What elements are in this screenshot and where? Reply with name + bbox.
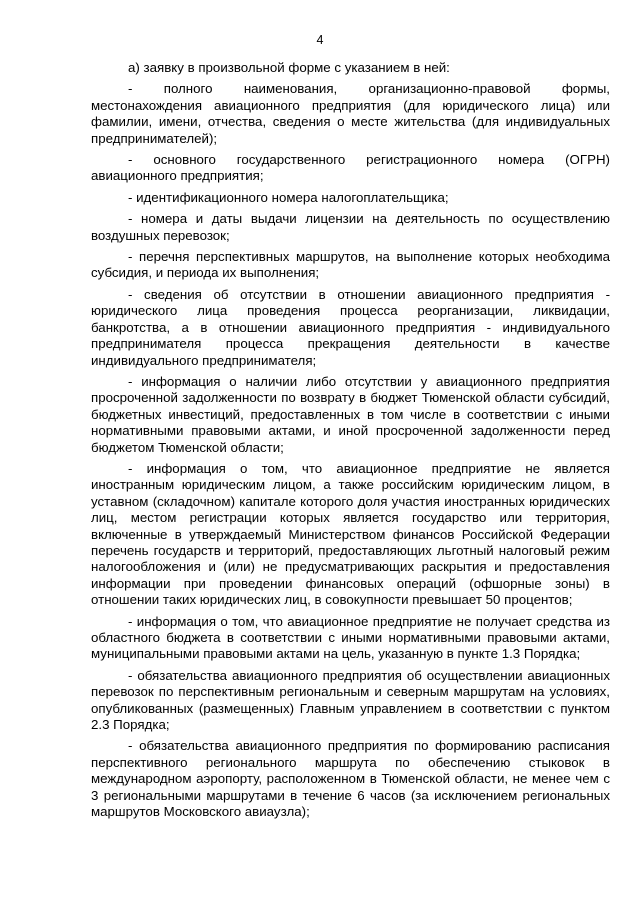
paragraph-no-other-funds: - информация о том, что авиационное предприятие не получает средства из областного бюджета в соответствии с иными нормативными правовыми актами, муниципальными правовыми актами на цель, указанную в пункте 1.3 Порядка; <box>91 613 610 662</box>
paragraph-transport-obligations: - обязательства авиационного предприятия об осуществлении авиационных перевозок по перспективным региональным и северным маршрутам на условиях, опубликованных (размещенных) Главным управлением в соответствии с пунктом 2.3 Порядка; <box>91 667 610 733</box>
paragraph-foreign-entity-info: - информация о том, что авиационное предприятие не является иностранным юридическим лицом, а также российским юридическим лицом, в уставном (складочном) капитале которого доля участия иностранных юридических лиц, местом регистрации которых является государство или территория, включенные в утверждаемый Министерством финансов Российской Федерации перечень государств и территорий, предоставляющих льготный налоговый режим налогообложения и (или) не предусматривающих раскрытия и предоставления информации при проведении финансовых операций (офшорные зоны) в отношении таких юридических лиц, в совокупности превышает 50 процентов; <box>91 460 610 608</box>
paragraph-ogrn: - основного государственного регистрационного номера (ОГРН) авиационного предприятия; <box>91 152 610 184</box>
paragraph-no-reorganization: - сведения об отсутствии в отношении авиационного предприятия - юридического лица проведения процесса реорганизации, ликвидации, банкротства, а в отношении авиационного предприятия - индивидуального предпринимателя процесса прекращения деятельности в качестве индивидуального предпринимателя; <box>91 286 610 368</box>
paragraph-routes-list: - перечня перспективных маршрутов, на выполнение которых необходима субсидия, и периода их выполнения; <box>91 249 610 281</box>
paragraph-debt-info: - информация о наличии либо отсутствии у авиационного предприятия просроченной задолженности по возврату в бюджет Тюменской области субсидий, бюджетных инвестиций, предоставленных в том числе в соответствии с иными нормативными правовыми актами, и иной просроченной задолженности перед бюджетом Тюменской области; <box>91 373 610 455</box>
paragraph-inn: - идентификационного номера налогоплательщика; <box>128 189 449 205</box>
paragraph-full-name: - полного наименования, организационно-правовой формы, местонахождения авиационного предприятия (для юридического лица) или фамилии, имени, отчества, сведения о месте жительства (для индивидуальных предпринимателей); <box>91 81 610 146</box>
page-number: 4 <box>316 33 324 47</box>
paragraph-license: - номера и даты выдачи лицензии на деятельность по осуществлению воздушных перевозок; <box>91 211 610 243</box>
paragraph-application-intro: а) заявку в произвольной форме с указанием в ней: <box>128 60 450 75</box>
paragraph-schedule-obligations: - обязательства авиационного предприятия по формированию расписания перспективного регионального маршрута по обеспечению стыковок в международном аэропорту, расположенном в Тюменской области, не менее чем с 3 региональными маршрутами в течение 6 часов (за исключением региональных маршрутов Московского авиаузла); <box>91 738 610 820</box>
document-body <box>91 60 610 825</box>
